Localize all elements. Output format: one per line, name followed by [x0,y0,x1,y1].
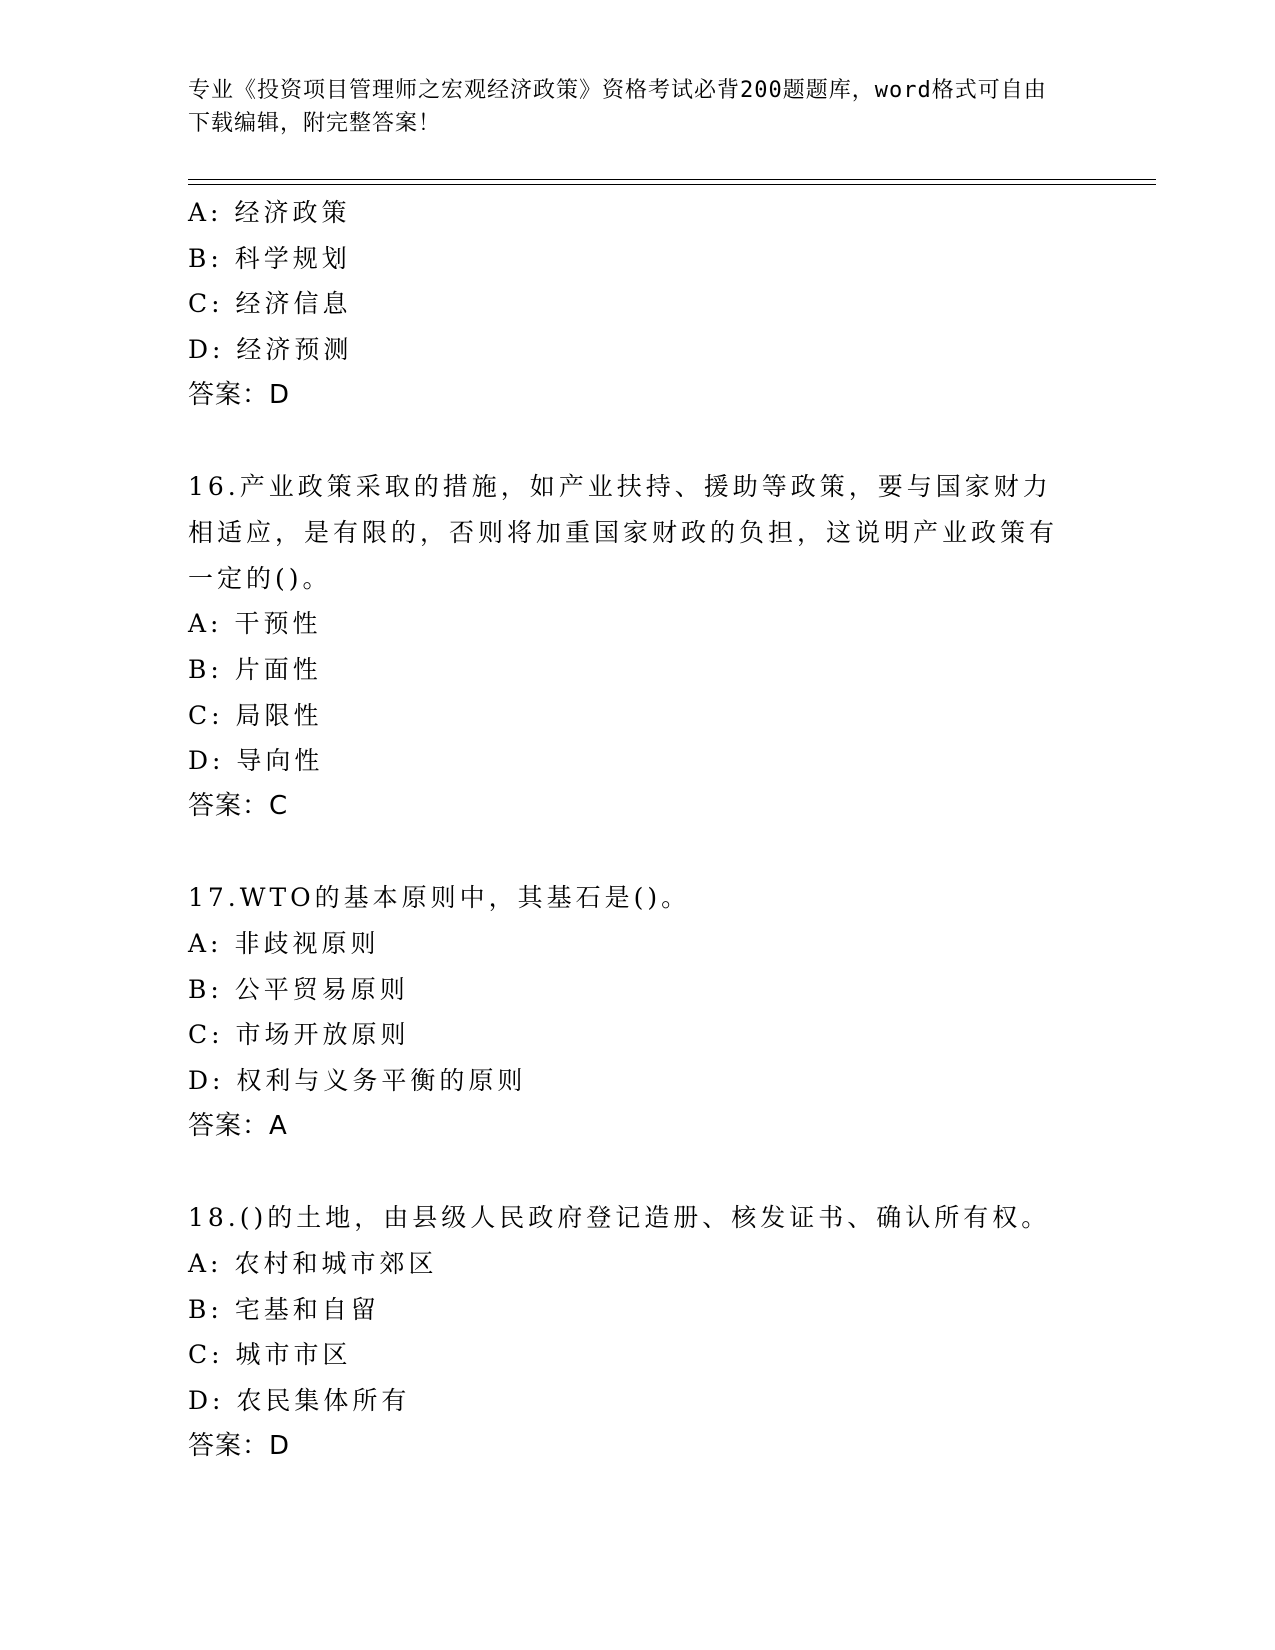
option-c: C: 城市市区 [188,1340,352,1370]
option-c: C: 市场开放原则 [188,1020,410,1050]
option-a: A: 经济政策 [188,198,351,227]
spacer [188,830,1088,876]
question-text: 16.产业政策采取的措施，如产业扶持、援助等政策，要与国家财力相适应，是有限的，否则将加重国家财政的负担，这说明产业政策有一定的()。 [188,472,1059,593]
option-a: A: 非歧视原则 [188,929,380,959]
answer-line: 答案：A [188,1110,288,1141]
question-15 [188,190,1088,418]
document-header: 专业《投资项目管理师之宏观经济政策》资格考试必背200题题库，word格式可自由下载编辑，附完整答案！ [188,78,1047,136]
spacer [188,418,1088,464]
question-18 [188,1195,1088,1469]
option-d: D: 农民集体所有 [188,1385,411,1415]
option-b: B: 宅基和自留 [188,1294,380,1324]
answer-line: 答案：D [188,379,291,410]
option-c: C: 经济信息 [188,289,352,319]
option-a: A: 农村和城市郊区 [188,1248,438,1278]
answer-line: 答案：C [188,790,289,821]
option-b: B: 公平贸易原则 [188,974,409,1004]
option-d: D: 权利与义务平衡的原则 [188,1066,527,1096]
header-divider-bottom [188,184,1156,185]
option-a: A: 干预性 [188,609,322,639]
option-d: D: 经济预测 [188,335,353,365]
answer-line: 答案：D [188,1430,291,1461]
question-17 [188,875,1088,1149]
question-text: 17.WTO的基本原则中，其基石是()。 [188,883,691,913]
question-list [188,190,1088,1469]
header-divider-top [188,179,1156,180]
spacer [188,1150,1088,1196]
option-b: B: 科学规划 [188,243,351,273]
question-text: 18.()的土地，由县级人民政府登记造册、核发证书、确认所有权。 [188,1203,1051,1233]
option-c: C: 局限性 [188,700,323,730]
option-b: B: 片面性 [188,654,322,684]
question-16 [188,464,1088,830]
option-d: D: 导向性 [188,746,324,776]
